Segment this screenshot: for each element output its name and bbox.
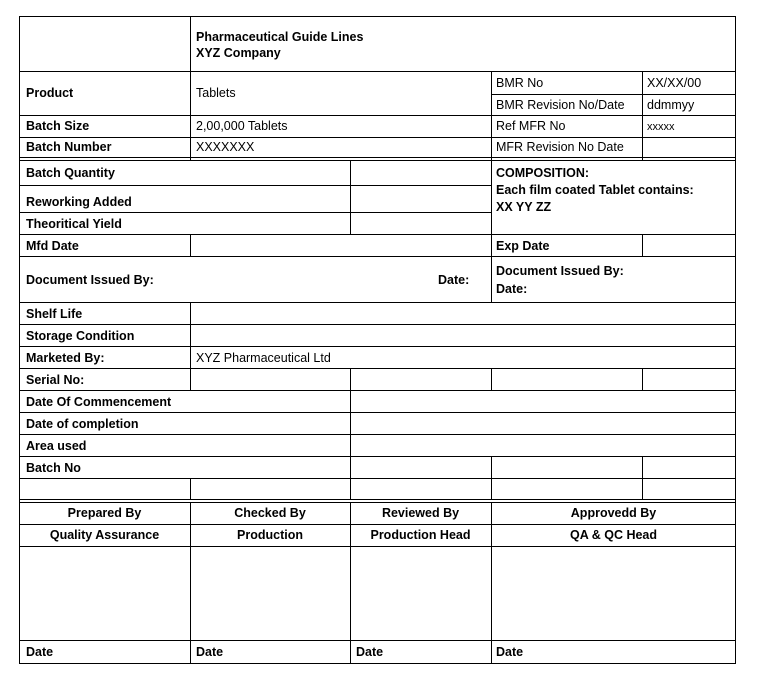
column-divider (350, 502, 351, 664)
row-divider (19, 185, 491, 186)
column-divider (350, 368, 351, 500)
serial-no-label: Serial No: (26, 373, 85, 387)
batch-quantity-label: Batch Quantity (26, 166, 115, 180)
checked-date-label: Date (196, 645, 224, 659)
company-name: XYZ Company (196, 46, 281, 60)
row-divider (19, 390, 736, 391)
checked-by-heading: Checked By (234, 506, 306, 520)
reviewed-date-label: Date (356, 645, 384, 659)
column-divider (491, 160, 492, 302)
prepared-date-label: Date (26, 645, 54, 659)
prepared-by-heading: Prepared By (67, 506, 142, 520)
column-divider (642, 368, 643, 390)
row-divider (19, 137, 736, 138)
column-divider (190, 234, 191, 256)
shelf-life-label: Shelf Life (26, 307, 83, 321)
row-divider (19, 324, 736, 325)
bmr-revision-value: ddmmyy (647, 98, 695, 112)
row-divider (19, 234, 736, 235)
composition-title: COMPOSITION: (496, 166, 590, 180)
row-divider (19, 157, 736, 158)
row-divider (19, 71, 736, 72)
product-label: Product (26, 86, 74, 100)
document-date-right-label: Date: (496, 282, 528, 296)
approved-date-label: Date (496, 645, 524, 659)
row-divider (19, 212, 491, 213)
ref-mfr-label: Ref MFR No (496, 119, 566, 133)
marketed-by-label: Marketed By: (26, 351, 105, 365)
marketed-by-value: XYZ Pharmaceutical Ltd (196, 351, 331, 365)
production-heading: Production (237, 528, 303, 542)
column-divider (491, 456, 492, 500)
column-divider (190, 16, 191, 160)
mfd-date-label: Mfd Date (26, 239, 79, 253)
batch-number-label: Batch Number (26, 140, 112, 154)
row-divider (19, 256, 736, 257)
row-divider (19, 115, 736, 116)
batch-no-label: Batch No (26, 461, 81, 475)
row-divider (19, 434, 736, 435)
date-of-completion-label: Date of completion (26, 417, 139, 431)
row-divider (19, 478, 736, 479)
approved-by-heading: Approvedd By (570, 506, 657, 520)
storage-condition-label: Storage Condition (26, 329, 135, 343)
column-divider (190, 478, 191, 499)
row-divider (19, 346, 736, 347)
batch-size-value: 2,00,000 Tablets (196, 119, 288, 133)
batch-number-value: XXXXXXX (196, 140, 255, 154)
exp-date-label: Exp Date (496, 239, 550, 253)
column-divider (491, 502, 492, 664)
row-divider (19, 499, 736, 500)
qa-qc-head-heading: QA & QC Head (569, 528, 658, 542)
document-issued-by-label: Document Issued By: (26, 273, 154, 287)
document-date-label: Date: (438, 273, 470, 287)
section-divider (19, 160, 736, 161)
bmr-no-label: BMR No (496, 76, 544, 90)
row-divider (19, 524, 736, 525)
reworking-added-label: Reworking Added (26, 195, 132, 209)
row-divider (19, 302, 736, 303)
column-divider (642, 71, 643, 160)
column-divider (190, 502, 191, 664)
column-divider (491, 71, 492, 160)
column-divider (190, 302, 191, 390)
date-of-commencement-label: Date Of Commencement (26, 395, 172, 409)
reviewed-by-heading: Reviewed By (381, 506, 460, 520)
bmr-no-value: XX/XX/00 (647, 76, 702, 90)
composition-line-2: XX YY ZZ (496, 200, 552, 214)
area-used-label: Area used (26, 439, 87, 453)
row-divider (19, 412, 736, 413)
column-divider (642, 456, 643, 500)
ref-mfr-value: xxxxx (647, 121, 675, 133)
production-head-heading: Production Head (370, 528, 471, 542)
document-issued-by-right-label: Document Issued By: (496, 264, 624, 278)
bmr-revision-label: BMR Revision No/Date (496, 98, 625, 112)
row-divider (19, 546, 736, 547)
row-divider (19, 456, 736, 457)
row-divider (19, 640, 736, 641)
row-divider (491, 94, 736, 95)
column-divider (642, 234, 643, 256)
row-divider (19, 368, 736, 369)
product-value: Tablets (196, 86, 236, 100)
column-divider (491, 368, 492, 390)
mfr-revision-label: MFR Revision No Date (496, 140, 624, 154)
document-title: Pharmaceutical Guide Lines (196, 30, 364, 44)
section-divider (19, 502, 736, 503)
quality-assurance-heading: Quality Assurance (49, 528, 160, 542)
column-divider (350, 160, 351, 234)
composition-line-1: Each film coated Tablet contains: (496, 183, 694, 197)
theoritical-yield-label: Theoritical Yield (26, 217, 122, 231)
batch-size-label: Batch Size (26, 119, 90, 133)
